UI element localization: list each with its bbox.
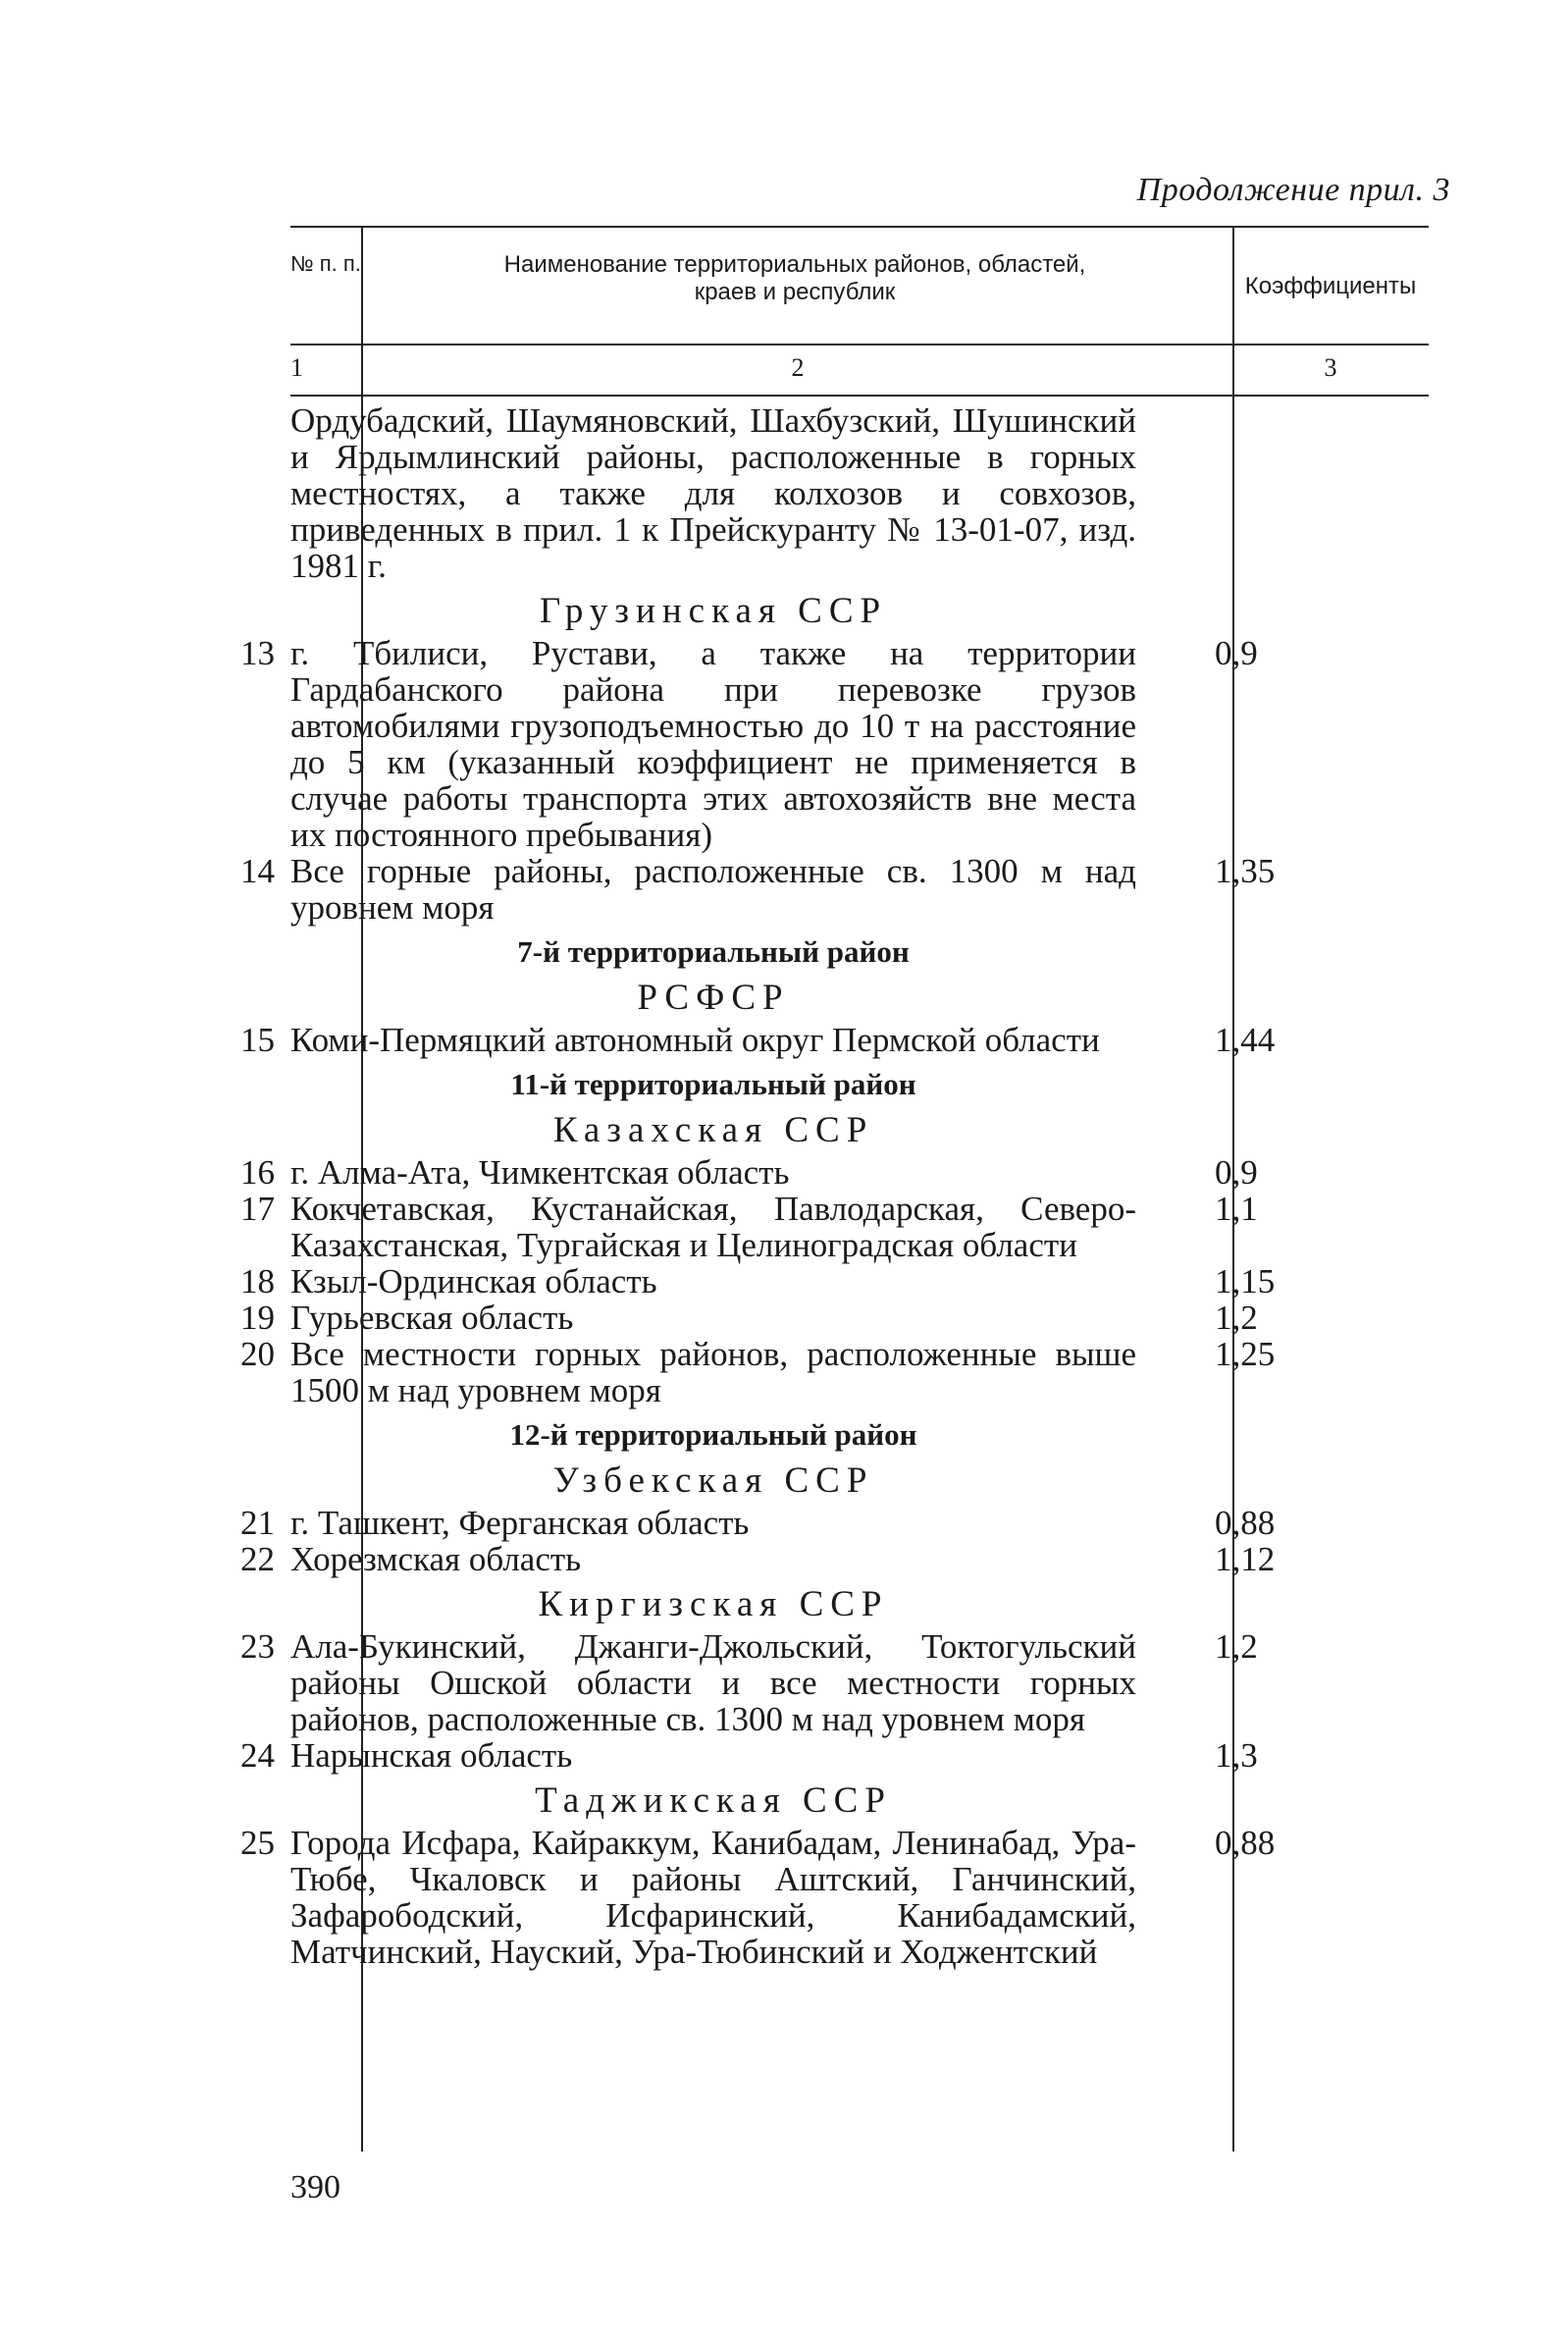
row-number: 19 bbox=[240, 1299, 275, 1337]
row-coefficient: 1,1 bbox=[1215, 1190, 1258, 1228]
row-number: 13 bbox=[240, 634, 275, 672]
row-coefficient: 0,88 bbox=[1215, 1504, 1276, 1542]
row-text: Кзыл-Ординская область bbox=[290, 1262, 657, 1301]
section-heading: Грузинская ССР bbox=[539, 591, 888, 631]
header-bottom-rule bbox=[290, 395, 1429, 397]
row-text: Все местности горных районов, расположенные выше 1500 м над уровнем моря bbox=[290, 1335, 1136, 1409]
page-number: 390 bbox=[290, 2169, 340, 2205]
column-header-name: Наименование территориальных районов, областей, краев и республик bbox=[503, 251, 1086, 305]
row-text: г. Ташкент, Ферганская область bbox=[290, 1504, 750, 1542]
row-coefficient: 0,9 bbox=[1215, 1153, 1258, 1192]
row-number: 18 bbox=[240, 1262, 275, 1301]
table-body bbox=[240, 401, 1429, 1971]
section-heading: Таджикская ССР bbox=[535, 1780, 892, 1821]
header-top-rule bbox=[290, 226, 1429, 228]
row-number: 21 bbox=[240, 1504, 275, 1542]
row-text: Ордубадский, Шаумяновский, Шахбузский, Шушинский и Ярдымлинский районы, расположенные в горных местностях, а также для колхозов и совхозов, приведенных в прил. 1 к Прейскуранту № 13-01-07, изд. 1981 г. bbox=[290, 401, 1136, 585]
region-subheading: 11-й территориальный район bbox=[510, 1067, 916, 1101]
table-row bbox=[290, 402, 1429, 584]
region-subheading: 12-й территориальный район bbox=[509, 1417, 917, 1452]
row-number: 15 bbox=[240, 1021, 275, 1059]
row-text: Нарынская область bbox=[290, 1736, 573, 1775]
row-number: 23 bbox=[240, 1627, 275, 1666]
section-heading: Казахская ССР bbox=[552, 1110, 874, 1150]
row-coefficient: 1,12 bbox=[1215, 1540, 1276, 1578]
row-coefficient: 1,25 bbox=[1215, 1335, 1276, 1373]
row-coefficient: 1,3 bbox=[1215, 1736, 1258, 1775]
row-coefficient: 1,15 bbox=[1215, 1262, 1276, 1301]
row-number: 22 bbox=[240, 1540, 275, 1578]
row-number: 24 bbox=[240, 1736, 275, 1775]
row-coefficient: 0,9 bbox=[1215, 634, 1258, 672]
row-text: Кокчетавская, Кустанайская, Павлодарская, Северо-Казахстанская, Тургайская и Целиноградская области bbox=[290, 1190, 1136, 1264]
section-heading: Киргизская ССР bbox=[538, 1584, 889, 1624]
row-coefficient: 1,2 bbox=[1215, 1299, 1258, 1337]
row-number: 17 bbox=[240, 1190, 275, 1228]
row-number: 20 bbox=[240, 1335, 275, 1373]
table-row bbox=[240, 1504, 1429, 1542]
running-head: Продолжение прил. 3 bbox=[1136, 172, 1450, 208]
table-row bbox=[240, 634, 1429, 854]
section-heading: Узбекская ССР bbox=[552, 1460, 874, 1501]
table-row bbox=[240, 1540, 1429, 1578]
row-coefficient: 0,88 bbox=[1215, 1824, 1276, 1862]
table-row bbox=[240, 1824, 1429, 1971]
table-row bbox=[240, 1627, 1429, 1738]
table-row bbox=[240, 1299, 1429, 1337]
column-number-1: 1 bbox=[290, 353, 303, 382]
row-text: г. Алма-Ата, Чимкентская область bbox=[290, 1153, 790, 1192]
row-text: Города Исфара, Кайраккум, Канибадам, Ленинабад, Ура-Тюбе, Чкаловск и районы Аштский, Ганчинский, Зафарободский, Исфаринский, Канибадамский, Матчинский, Науский, Ура-Тюбинский и Ходжентский bbox=[290, 1824, 1136, 1971]
column-number-2: 2 bbox=[791, 353, 805, 382]
row-text: Гурьевская область bbox=[290, 1299, 574, 1337]
row-text: Ала-Букинский, Джанги-Джольский, Токтогульский районы Ошской области и все местности горных районов, расположенные св. 1300 м над уровнем моря bbox=[290, 1627, 1136, 1738]
table-row bbox=[240, 1153, 1429, 1192]
table-row bbox=[240, 852, 1429, 927]
section-heading: РСФСР bbox=[637, 978, 790, 1018]
column-header-number: № п. п. bbox=[290, 251, 361, 276]
table-row bbox=[240, 1190, 1429, 1264]
column-number-3: 3 bbox=[1324, 353, 1337, 382]
row-coefficient: 1,2 bbox=[1215, 1627, 1258, 1666]
table-row bbox=[240, 1021, 1429, 1059]
table-row bbox=[240, 1736, 1429, 1775]
row-text: Коми-Пермяцкий автономный округ Пермской области bbox=[290, 1021, 1100, 1059]
region-subheading: 7-й территориальный район bbox=[517, 934, 910, 969]
row-text: Хорезмская область bbox=[290, 1540, 582, 1578]
row-number: 25 bbox=[240, 1824, 275, 1862]
row-coefficient: 1,35 bbox=[1215, 852, 1276, 890]
row-coefficient: 1,44 bbox=[1215, 1021, 1276, 1059]
table-row bbox=[240, 1335, 1429, 1409]
table-row bbox=[240, 1262, 1429, 1301]
row-number: 16 bbox=[240, 1153, 275, 1192]
row-text: г. Тбилиси, Рустави, а также на территории Гардабанского района при перевозке грузов автомобилями грузоподъемностью до 10 т на расстояние до 5 км (указанный коэффициент не применяется в случае работы транспорта этих автохозяйств вне места их постоянного пребывания) bbox=[290, 634, 1136, 854]
column-header-coefficients: Коэффициенты bbox=[1244, 273, 1417, 299]
row-number: 14 bbox=[240, 852, 275, 890]
header-mid-rule bbox=[290, 344, 1429, 345]
row-text: Все горные районы, расположенные св. 1300 м над уровнем моря bbox=[290, 852, 1136, 927]
